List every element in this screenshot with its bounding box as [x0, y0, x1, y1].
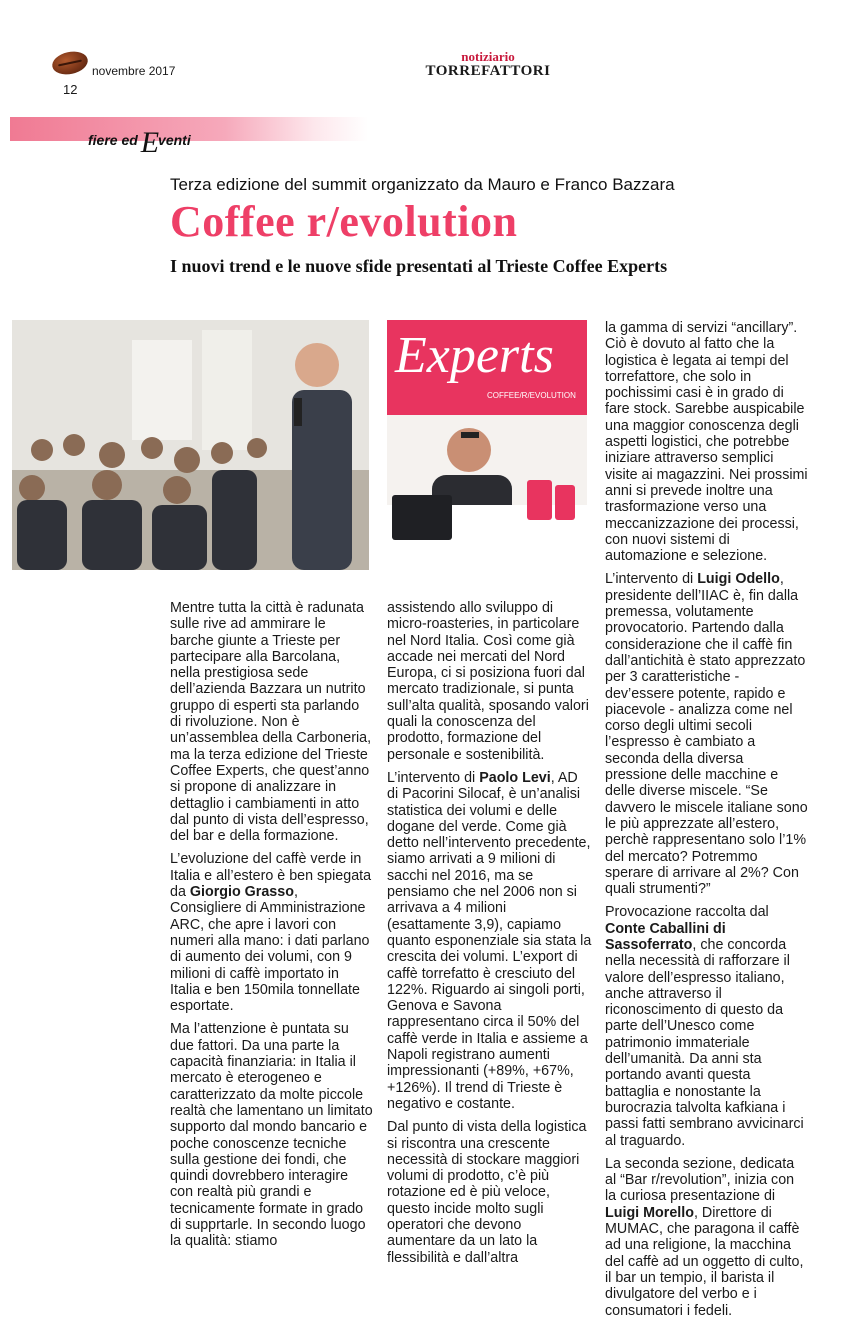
- text-span: La seconda sezione, dedicata al “Bar r/revolution”, inizia con la curiosa presentazione di: [605, 1155, 795, 1205]
- coffee-bean-logo: [50, 48, 90, 77]
- article-title: Coffee r/evolution: [170, 197, 518, 246]
- article-column-1: [170, 600, 373, 1257]
- text-span: L’intervento di: [387, 769, 480, 786]
- col1-paragraph-2: [170, 851, 373, 1014]
- col1-paragraph-3: Ma l’attenzione è puntata su due fattori. Da una parte la capacità finanziaria: in Italia il mercato è eterogeneo e caratterizzato da molte piccole realtà che lamentano un limitato supporto dal mondo bancario e poche conoscenze tecniche sulla gestione dei fondi, che quindi dovrebbero interagire con realtà più grandi e tecnicamente formate in grado di supprtarle. In secondo luogo la qualità: stiamo: [170, 1021, 373, 1250]
- text-span: L’evoluzione del caffè verde in Italia e all’estero è ben spiegata da: [170, 851, 372, 901]
- section-label: [88, 119, 191, 159]
- article-pretitle: Terza edizione del summit organizzato da Mauro e Franco Bazzara: [170, 175, 675, 194]
- speaker-name: Giorgio Grasso: [189, 884, 294, 901]
- col3-paragraph-1: la gamma di servizi “ancillary”. Ciò è dovuto al fatto che la logistica è legata ai tempi del torrefattore, che solo in pochissimi casi è in grado di fare stock. Sarebbe auspicabile una maggior conoscenza degli aspetti logistici, che potrebbe iniziare attraverso semplici visite ai magazzini. Nei prossimi anni si prevede inoltre una trasformazione verso una meccanizzazione dei processi, con nuovi sistemi di automazione e selezione.: [605, 320, 808, 565]
- text-span: , presidente dell’IIAC è, fin dalla premessa, volutamente provocatorio. Partendo dalla considerazione che il caffè fin dall’antichità è stato apprezzato per 3 caratteristiche - dev’essere potente, rapido e piacevole - analizza come nel corso degli ultimi secoli l’espresso è cambiato a seconda della diversa pressione delle macchine e delle diverse miscele. “Se davvero le miscele italiane sono le più apprezzate all’estero, perchè rappresentano solo l’1% del mercato? Potremmo sperare di arrivare al 2%? Con quali strumenti?”: [605, 571, 808, 898]
- section-initial: E: [140, 126, 160, 159]
- text-span: , Direttore di MUMAC, che paragona il caffè ad una religione, la macchina del caffè ad un oggetto di culto, il bar un tempio, il barista il divulgatore del verbo e i consumatori i fedeli.: [605, 1204, 804, 1319]
- col2-paragraph-2: [387, 770, 592, 1112]
- text-span: L’intervento di: [605, 571, 698, 588]
- article-column-2: [387, 600, 592, 1273]
- col2-paragraph-3: Dal punto di vista della logistica si riscontra una crescente necessità di stockare maggiori volumi di prodotto, c’è più rotazione ed è più veloce, questo incide molto sugli operatori che devono aumentare da un lato la flessibilità e dall’altra: [387, 1119, 587, 1266]
- banner-text: Experts: [395, 327, 554, 384]
- text-span: Provocazione raccolta dal: [605, 904, 769, 921]
- article-subtitle: I nuovi trend e le nuove sfide presentati al Trieste Coffee Experts: [170, 256, 668, 276]
- masthead-bottom: TORREFATTORI: [425, 63, 551, 79]
- col3-paragraph-2: [605, 571, 808, 897]
- speaker-name: Conte Caballini di Sassoferrato: [605, 920, 726, 953]
- issue-date: novembre 2017: [92, 64, 176, 78]
- text-span: , Consigliere di Amministrazione ARC, che apre i lavori con numeri alla mano: i dati parlano di aumento dei volumi, con 9 milioni di caffè importato in Italia e ben 150mila tonnellate esportate.: [170, 884, 370, 1015]
- presenter-photo: [387, 320, 587, 570]
- masthead: [423, 50, 553, 79]
- section-prefix: fiere ed: [88, 132, 138, 148]
- speaker-name: Luigi Morello: [605, 1204, 694, 1221]
- text-span: , che concorda nella necessità di rafforzare il valore dell’espresso italiano, anche attraverso il riconoscimento di questo da parte dell’Unesco come patrimonio immateriale dell’umanità. Da anni sta portando avanti questa battaglia e nonostante la burocrazia talvolta kafkiana i passi fatti sembrano avvicinarci al traguardo.: [605, 936, 804, 1149]
- col3-paragraph-4: [605, 1156, 808, 1319]
- col2-paragraph-1: assistendo allo sviluppo di micro-roasteries, in particolare nel Nord Italia. Così come già accade nei mercati del Nord Europa, ci si posiziona fuori dal mercato tradizionale, si punta sull’alta qualità, sposando valori quali la conoscenza del prodotto, formazione del personale e sostenibilità.: [387, 600, 589, 763]
- page-number: 12: [63, 82, 78, 97]
- masthead-top: notiziario: [461, 49, 515, 64]
- presenter-illustration: [387, 320, 587, 570]
- text-span: , AD di Pacorini Silocaf, è un’analisi statistica dei volumi e delle dogane del verde. Come già detto nell’intervento precedente, siamo arrivati a 9 milioni di sacchi nel 2016, ma se pensiamo che nel 2006 non si arrivava a 4 milioni (esattamente 3,9), capiamo quanto esponenziale sia stata la crescita dei volumi. L’export di caffè torrefatto è cresciuto del 122%. Riguardo ai singoli porti, Genova e Savona rappresentano circa il 50% del caffè verde in Italia e assieme a Napoli registrano aumenti impressionanti (+89%, +67%, +126%). Il trend di Trieste è negativo e costante.: [387, 769, 592, 1112]
- audience-illustration: [12, 320, 369, 570]
- section-band: [10, 117, 368, 159]
- speaker-name: Luigi Odello: [697, 571, 780, 588]
- audience-photo: [12, 320, 369, 570]
- section-rest: venti: [158, 132, 191, 148]
- article-column-3: [605, 320, 808, 1326]
- col3-paragraph-3: [605, 904, 808, 1148]
- speaker-name: Paolo Levi: [479, 769, 551, 786]
- col1-paragraph-1: Mentre tutta la città è radunata sulle rive ad ammirare le barche giunte a Trieste per partecipare alla Barcolana, nella prestigiosa sede dell’azienda Bazzara un nutrito gruppo di esperti sta parlando di rivoluzione. Non è un’assemblea della Carboneria, ma la terza edizione del Trieste Coffee Experts, che quest’anno si propone di analizzare in dettaglio i cambiamenti in atto dal punto di vista dell’espresso, del bar e della formazione.: [170, 600, 372, 845]
- banner-small-text: COFFEE/R/EVOLUTION: [487, 391, 576, 400]
